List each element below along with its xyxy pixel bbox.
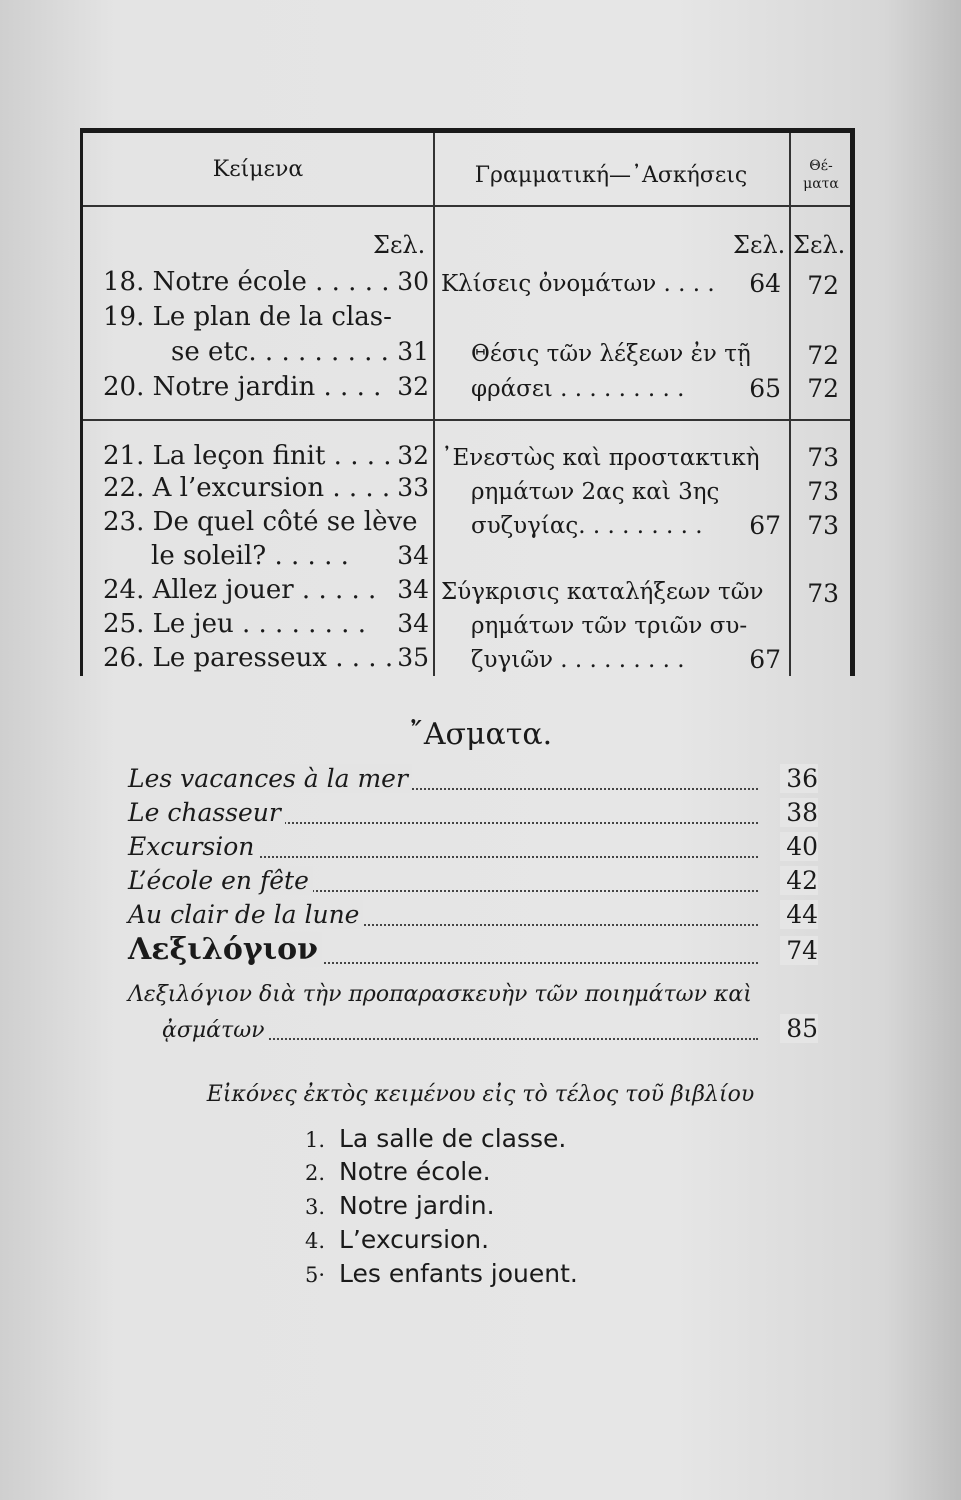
entry-page: 32 <box>397 441 429 470</box>
lexicon2-page: 85 <box>780 1014 818 1043</box>
grammar-label: Κλίσεις ὀνομάτων . . . . <box>441 271 715 297</box>
grammar-label: Θέσις τῶν λέξεων ἐν τῇ <box>471 341 751 367</box>
picture-number: 3. <box>305 1195 326 1219</box>
lexicon2-label: ᾀσμάτων <box>162 1018 269 1043</box>
song-page: 38 <box>780 798 818 827</box>
song-label: Au clair de la lune <box>128 900 363 929</box>
picture-label: Notre jardin. <box>339 1191 495 1220</box>
picture-number: 1. <box>305 1128 326 1152</box>
entry-label: se etc. . . . . . . . . <box>171 337 389 367</box>
entry-page: 34 <box>397 575 429 604</box>
entry-page: 32 <box>397 372 429 401</box>
entry-page: 34 <box>397 541 429 570</box>
song-entry <box>128 900 818 934</box>
row-divider <box>83 419 850 421</box>
picture-number: 4. <box>305 1229 326 1253</box>
theme-page: 72 <box>807 374 839 403</box>
pictures-title: Εἰκόνες ἐκτὸς κειμένου εἰς τὸ τέλος τοῦ βιβλίου <box>206 1082 755 1107</box>
entry-label: 20. Notre jardin . . . . <box>103 372 382 402</box>
song-page: 42 <box>780 866 818 895</box>
lexicon-page: 74 <box>780 936 818 965</box>
sel-label-texts: Σελ. <box>373 231 426 259</box>
sel-label-themes: Σελ. <box>793 231 846 259</box>
entry-page: 35 <box>397 643 429 672</box>
entry-page: 33 <box>397 473 429 502</box>
song-label: L’école en fête <box>128 866 313 895</box>
entry-page: 31 <box>397 337 429 366</box>
entry-label: 25. Le jeu . . . . . . . . <box>103 609 366 639</box>
song-entry <box>128 832 818 866</box>
sel-label-grammar: Σελ. <box>733 231 786 259</box>
grammar-label: φράσει . . . . . . . . . <box>471 376 685 402</box>
grammar-page: 67 <box>749 645 781 674</box>
theme-page: 72 <box>807 341 839 370</box>
grammar-label: συζυγίας. . . . . . . . . <box>471 513 703 539</box>
header-texts: Κείμενα <box>212 157 304 182</box>
entry-label: 26. Le paresseux . . . . <box>103 643 394 673</box>
entry-label: 18. Notre école . . . . . <box>103 267 390 297</box>
lexicon2-line1: Λεξιλόγιον διὰ τὴν προπαρασκευὴν τῶν ποιημάτων καὶ <box>128 982 752 1007</box>
entry-label: 23. De quel côté se lève <box>103 507 418 537</box>
theme-page: 72 <box>807 271 839 300</box>
picture-item <box>305 1225 489 1254</box>
songs-title: ῎Ασματα. <box>408 717 553 752</box>
header-themes: Θέ- ματα <box>803 158 839 192</box>
entry-label: le soleil? . . . . . <box>151 541 349 571</box>
grammar-page: 67 <box>749 511 781 540</box>
song-label: Le chasseur <box>128 798 285 827</box>
entry-page: 34 <box>397 609 429 638</box>
theme-page: 73 <box>807 579 839 608</box>
picture-item <box>305 1124 566 1153</box>
picture-item <box>305 1191 495 1220</box>
theme-page: 73 <box>807 443 839 472</box>
picture-number: 2. <box>305 1161 326 1185</box>
entry-label: 24. Allez jouer . . . . . <box>103 575 377 605</box>
picture-label: L’excursion. <box>339 1225 490 1254</box>
song-label: Excursion <box>128 832 258 861</box>
grammar-label: Σύγκρισις καταλήξεων τῶν <box>441 579 764 605</box>
theme-page: 73 <box>807 511 839 540</box>
picture-item <box>305 1259 578 1288</box>
entry-page: 30 <box>397 267 429 296</box>
grammar-label: ρημάτων 2ας καὶ 3ης <box>471 479 720 505</box>
song-page: 44 <box>780 900 818 929</box>
picture-number: 5· <box>305 1263 326 1287</box>
grammar-label: ρημάτων τῶν τριῶν συ- <box>471 613 748 639</box>
picture-label: La salle de classe. <box>339 1124 567 1153</box>
lexicon-entry <box>128 932 818 972</box>
lexicon-label: Λεξιλόγιον <box>128 932 322 967</box>
picture-label: Notre école. <box>339 1157 491 1186</box>
header-divider <box>83 205 850 207</box>
grammar-page: 65 <box>749 374 781 403</box>
grammar-page: 64 <box>749 269 781 298</box>
picture-label: Les enfants jouent. <box>339 1259 578 1288</box>
entry-label: 21. La leçon finit . . . . <box>103 441 392 471</box>
contents-table <box>80 128 855 676</box>
grammar-label: ζυγιῶν . . . . . . . . . <box>471 647 685 673</box>
song-entry <box>128 764 818 798</box>
grammar-label: ᾿Ενεστὼς καὶ προστακτικὴ <box>441 445 760 471</box>
song-page: 36 <box>780 764 818 793</box>
header-grammar: Γραμματική—᾿Ασκήσεις <box>474 163 748 188</box>
entry-label: 22. A l’excursion . . . . <box>103 473 391 503</box>
song-entry <box>128 798 818 832</box>
column-divider <box>433 133 435 676</box>
song-label: Les vacances à la mer <box>128 764 412 793</box>
theme-page: 73 <box>807 477 839 506</box>
picture-item <box>305 1157 491 1186</box>
lexicon2-entry <box>162 1014 818 1048</box>
song-entry <box>128 866 818 900</box>
song-page: 40 <box>780 832 818 861</box>
entry-label: 19. Le plan de la clas- <box>103 302 392 332</box>
